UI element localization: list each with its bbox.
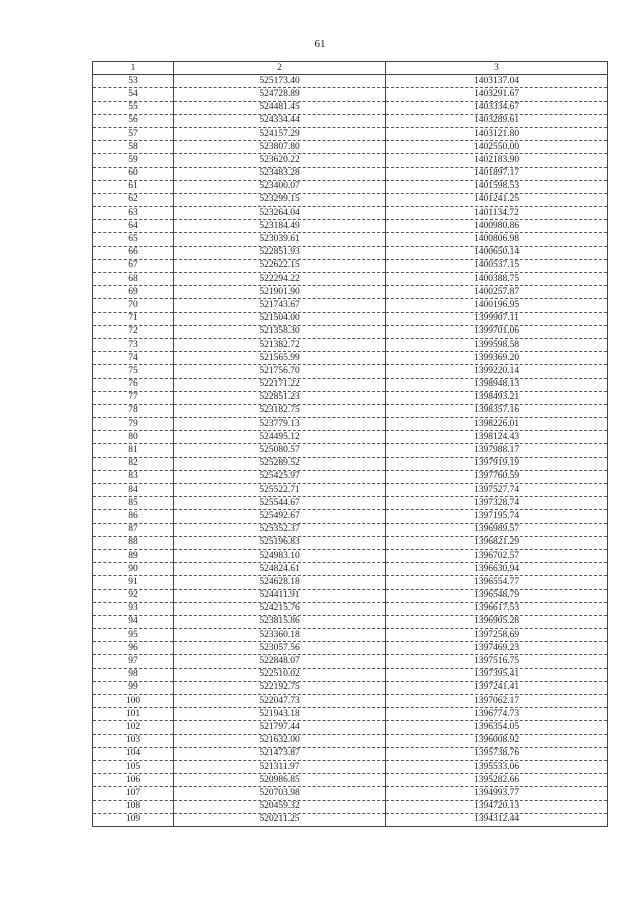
point-number-cell: 103 [93,734,174,747]
x-coordinate-cell: 523182.75 [174,404,386,417]
table-row [93,391,608,404]
y-coordinate-cell: 1396554.77 [386,576,608,589]
y-coordinate-cell: 1394312.44 [386,813,608,826]
table-row [93,484,608,497]
y-coordinate-cell: 1398124.43 [386,431,608,444]
table-row [93,655,608,668]
x-coordinate-cell: 523779.13 [174,418,386,431]
table-row [93,760,608,773]
point-number-cell: 100 [93,695,174,708]
y-coordinate-cell: 1401134.72 [386,207,608,220]
table-row [93,800,608,813]
point-number-cell: 95 [93,629,174,642]
point-number-cell: 87 [93,523,174,536]
x-coordinate-cell: 521943.18 [174,708,386,721]
y-coordinate-cell: 1398493.21 [386,391,608,404]
point-number-cell: 62 [93,193,174,206]
x-coordinate-cell: 525352.37 [174,523,386,536]
y-coordinate-cell: 1396354.05 [386,721,608,734]
table-row [93,141,608,154]
table-row [93,220,608,233]
point-number-cell: 58 [93,141,174,154]
y-coordinate-cell: 1397516.75 [386,655,608,668]
table-row [93,167,608,180]
y-coordinate-cell: 1400388.75 [386,273,608,286]
y-coordinate-cell: 1398948.13 [386,378,608,391]
x-coordinate-cell: 525289.52 [174,457,386,470]
y-coordinate-cell: 1403289.61 [386,114,608,127]
x-coordinate-cell: 523807.80 [174,141,386,154]
x-coordinate-cell: 525492.67 [174,510,386,523]
y-coordinate-cell: 1402183.90 [386,154,608,167]
point-number-cell: 91 [93,576,174,589]
point-number-cell: 90 [93,563,174,576]
x-coordinate-cell: 522294.22 [174,273,386,286]
table-row [93,338,608,351]
point-number-cell: 96 [93,642,174,655]
table-row [93,497,608,510]
point-number-cell: 89 [93,549,174,562]
point-number-cell: 84 [93,484,174,497]
point-number-cell: 70 [93,299,174,312]
point-number-cell: 77 [93,391,174,404]
y-coordinate-cell: 1402550.00 [386,141,608,154]
y-coordinate-cell: 1395738.76 [386,747,608,760]
y-coordinate-cell: 1397469.23 [386,642,608,655]
table-row [93,457,608,470]
coordinates-table [92,61,608,827]
x-coordinate-cell: 524481.45 [174,101,386,114]
point-number-cell: 56 [93,114,174,127]
x-coordinate-cell: 524411.91 [174,589,386,602]
point-number-cell: 57 [93,127,174,140]
x-coordinate-cell: 523815.86 [174,615,386,628]
x-coordinate-cell: 522851.23 [174,391,386,404]
point-number-cell: 94 [93,615,174,628]
table-row [93,378,608,391]
y-coordinate-cell: 1397195.74 [386,510,608,523]
table-header [93,62,608,75]
table-row [93,668,608,681]
x-coordinate-cell: 525425.97 [174,470,386,483]
point-number-cell: 55 [93,101,174,114]
table-row [93,127,608,140]
table-row [93,299,608,312]
table-row [93,207,608,220]
point-number-cell: 72 [93,325,174,338]
x-coordinate-cell: 524334.44 [174,114,386,127]
table-row [93,747,608,760]
y-coordinate-cell: 1395282.66 [386,774,608,787]
table-row [93,563,608,576]
point-number-cell: 82 [93,457,174,470]
x-coordinate-cell: 521473.87 [174,747,386,760]
x-coordinate-cell: 523400.07 [174,180,386,193]
point-number-cell: 102 [93,721,174,734]
y-coordinate-cell: 1400196.95 [386,299,608,312]
x-coordinate-cell: 522510.02 [174,668,386,681]
x-coordinate-cell: 521565.99 [174,352,386,365]
point-number-cell: 66 [93,246,174,259]
x-coordinate-cell: 522848.07 [174,655,386,668]
x-coordinate-cell: 524157.29 [174,127,386,140]
y-coordinate-cell: 1397258.69 [386,629,608,642]
y-coordinate-cell: 1396008.92 [386,734,608,747]
x-coordinate-cell: 524824.61 [174,563,386,576]
point-number-cell: 98 [93,668,174,681]
table-body [93,75,608,827]
point-number-cell: 105 [93,760,174,773]
x-coordinate-cell: 522047.73 [174,695,386,708]
y-coordinate-cell: 1401241.25 [386,193,608,206]
header-col-2: 2 [174,62,386,75]
table-row [93,180,608,193]
y-coordinate-cell: 1399907.11 [386,312,608,325]
table-row [93,154,608,167]
table-row [93,75,608,88]
point-number-cell: 74 [93,352,174,365]
table-row [93,734,608,747]
header-col-1: 1 [93,62,174,75]
x-coordinate-cell: 525080.57 [174,444,386,457]
point-number-cell: 81 [93,444,174,457]
table-row [93,629,608,642]
header-col-3: 3 [386,62,608,75]
table-row [93,404,608,417]
y-coordinate-cell: 1396630.94 [386,563,608,576]
x-coordinate-cell: 521382.72 [174,338,386,351]
point-number-cell: 76 [93,378,174,391]
point-number-cell: 88 [93,536,174,549]
point-number-cell: 69 [93,286,174,299]
point-number-cell: 59 [93,154,174,167]
table-row [93,602,608,615]
header-row [93,62,608,75]
x-coordinate-cell: 523057.56 [174,642,386,655]
y-coordinate-cell: 1394993.77 [386,787,608,800]
y-coordinate-cell: 1400537.15 [386,259,608,272]
table-row [93,286,608,299]
table-row [93,721,608,734]
table-row [93,431,608,444]
point-number-cell: 85 [93,497,174,510]
point-number-cell: 78 [93,404,174,417]
y-coordinate-cell: 1399598.58 [386,338,608,351]
x-coordinate-cell: 523620.22 [174,154,386,167]
point-number-cell: 99 [93,681,174,694]
point-number-cell: 86 [93,510,174,523]
x-coordinate-cell: 522171.22 [174,378,386,391]
table-row [93,88,608,101]
point-number-cell: 108 [93,800,174,813]
point-number-cell: 106 [93,774,174,787]
table-row [93,325,608,338]
y-coordinate-cell: 1400257.87 [386,286,608,299]
y-coordinate-cell: 1397988.17 [386,444,608,457]
point-number-cell: 101 [93,708,174,721]
table-row [93,365,608,378]
y-coordinate-cell: 1403137.04 [386,75,608,88]
point-number-cell: 73 [93,338,174,351]
table-row [93,273,608,286]
x-coordinate-cell: 521358.30 [174,325,386,338]
y-coordinate-cell: 1397527.74 [386,484,608,497]
table-row [93,246,608,259]
x-coordinate-cell: 522192.75 [174,681,386,694]
point-number-cell: 63 [93,207,174,220]
y-coordinate-cell: 1395533.06 [386,760,608,773]
x-coordinate-cell: 523299.15 [174,193,386,206]
table-row [93,312,608,325]
y-coordinate-cell: 1396548.79 [386,589,608,602]
x-coordinate-cell: 524983.10 [174,549,386,562]
point-number-cell: 64 [93,220,174,233]
point-number-cell: 67 [93,259,174,272]
table-row [93,708,608,721]
y-coordinate-cell: 1396702.57 [386,549,608,562]
x-coordinate-cell: 524628.18 [174,576,386,589]
y-coordinate-cell: 1396617.53 [386,602,608,615]
y-coordinate-cell: 1396989.57 [386,523,608,536]
x-coordinate-cell: 522622.15 [174,259,386,272]
x-coordinate-cell: 523483.28 [174,167,386,180]
x-coordinate-cell: 520986.85 [174,774,386,787]
y-coordinate-cell: 1397062.17 [386,695,608,708]
table-row [93,101,608,114]
y-coordinate-cell: 1396905.28 [386,615,608,628]
y-coordinate-cell: 1399220.14 [386,365,608,378]
y-coordinate-cell: 1394720.13 [386,800,608,813]
x-coordinate-cell: 521311.97 [174,760,386,773]
x-coordinate-cell: 521743.67 [174,299,386,312]
table-row [93,470,608,483]
x-coordinate-cell: 525196.83 [174,536,386,549]
point-number-cell: 53 [93,75,174,88]
x-coordinate-cell: 521756.70 [174,365,386,378]
point-number-cell: 92 [93,589,174,602]
table-row [93,444,608,457]
y-coordinate-cell: 1403291.67 [386,88,608,101]
y-coordinate-cell: 1397919.19 [386,457,608,470]
y-coordinate-cell: 1396774.73 [386,708,608,721]
table-row [93,787,608,800]
y-coordinate-cell: 1398226.01 [386,418,608,431]
table-row [93,774,608,787]
x-coordinate-cell: 523039.61 [174,233,386,246]
x-coordinate-cell: 523264.04 [174,207,386,220]
x-coordinate-cell: 523360.18 [174,629,386,642]
x-coordinate-cell: 523184.49 [174,220,386,233]
table-row [93,576,608,589]
x-coordinate-cell: 524495.12 [174,431,386,444]
point-number-cell: 97 [93,655,174,668]
point-number-cell: 71 [93,312,174,325]
y-coordinate-cell: 1397395.41 [386,668,608,681]
point-number-cell: 75 [93,365,174,378]
point-number-cell: 104 [93,747,174,760]
y-coordinate-cell: 1397328.74 [386,497,608,510]
point-number-cell: 61 [93,180,174,193]
y-coordinate-cell: 1401598.53 [386,180,608,193]
y-coordinate-cell: 1398357.16 [386,404,608,417]
x-coordinate-cell: 520703.98 [174,787,386,800]
point-number-cell: 80 [93,431,174,444]
table-row [93,233,608,246]
page-number: 61 [314,38,326,50]
x-coordinate-cell: 520211.25 [174,813,386,826]
point-number-cell: 107 [93,787,174,800]
point-number-cell: 79 [93,418,174,431]
table-row [93,352,608,365]
x-coordinate-cell: 525522.71 [174,484,386,497]
table-row [93,589,608,602]
point-number-cell: 68 [93,273,174,286]
point-number-cell: 60 [93,167,174,180]
point-number-cell: 93 [93,602,174,615]
table-row [93,549,608,562]
point-number-cell: 109 [93,813,174,826]
point-number-cell: 83 [93,470,174,483]
table-row [93,114,608,127]
y-coordinate-cell: 1397760.59 [386,470,608,483]
x-coordinate-cell: 524215.76 [174,602,386,615]
table-row [93,523,608,536]
y-coordinate-cell: 1400650.14 [386,246,608,259]
table-row [93,681,608,694]
y-coordinate-cell: 1403121.80 [386,127,608,140]
point-number-cell: 65 [93,233,174,246]
point-number-cell: 54 [93,88,174,101]
x-coordinate-cell: 521632.00 [174,734,386,747]
table-row [93,418,608,431]
x-coordinate-cell: 521901.90 [174,286,386,299]
x-coordinate-cell: 522851.93 [174,246,386,259]
y-coordinate-cell: 1399701.06 [386,325,608,338]
x-coordinate-cell: 520459.32 [174,800,386,813]
y-coordinate-cell: 1401897.17 [386,167,608,180]
x-coordinate-cell: 524728.89 [174,88,386,101]
x-coordinate-cell: 521797.44 [174,721,386,734]
y-coordinate-cell: 1403334.67 [386,101,608,114]
y-coordinate-cell: 1396821.29 [386,536,608,549]
y-coordinate-cell: 1397241.41 [386,681,608,694]
y-coordinate-cell: 1400980.86 [386,220,608,233]
x-coordinate-cell: 521504.00 [174,312,386,325]
table-row [93,259,608,272]
table-row [93,536,608,549]
table-row [93,642,608,655]
table-row [93,193,608,206]
table-row [93,695,608,708]
x-coordinate-cell: 525173.40 [174,75,386,88]
x-coordinate-cell: 525544.67 [174,497,386,510]
table-row [93,510,608,523]
y-coordinate-cell: 1400806.98 [386,233,608,246]
table-row [93,615,608,628]
y-coordinate-cell: 1399369.20 [386,352,608,365]
table-row [93,813,608,826]
